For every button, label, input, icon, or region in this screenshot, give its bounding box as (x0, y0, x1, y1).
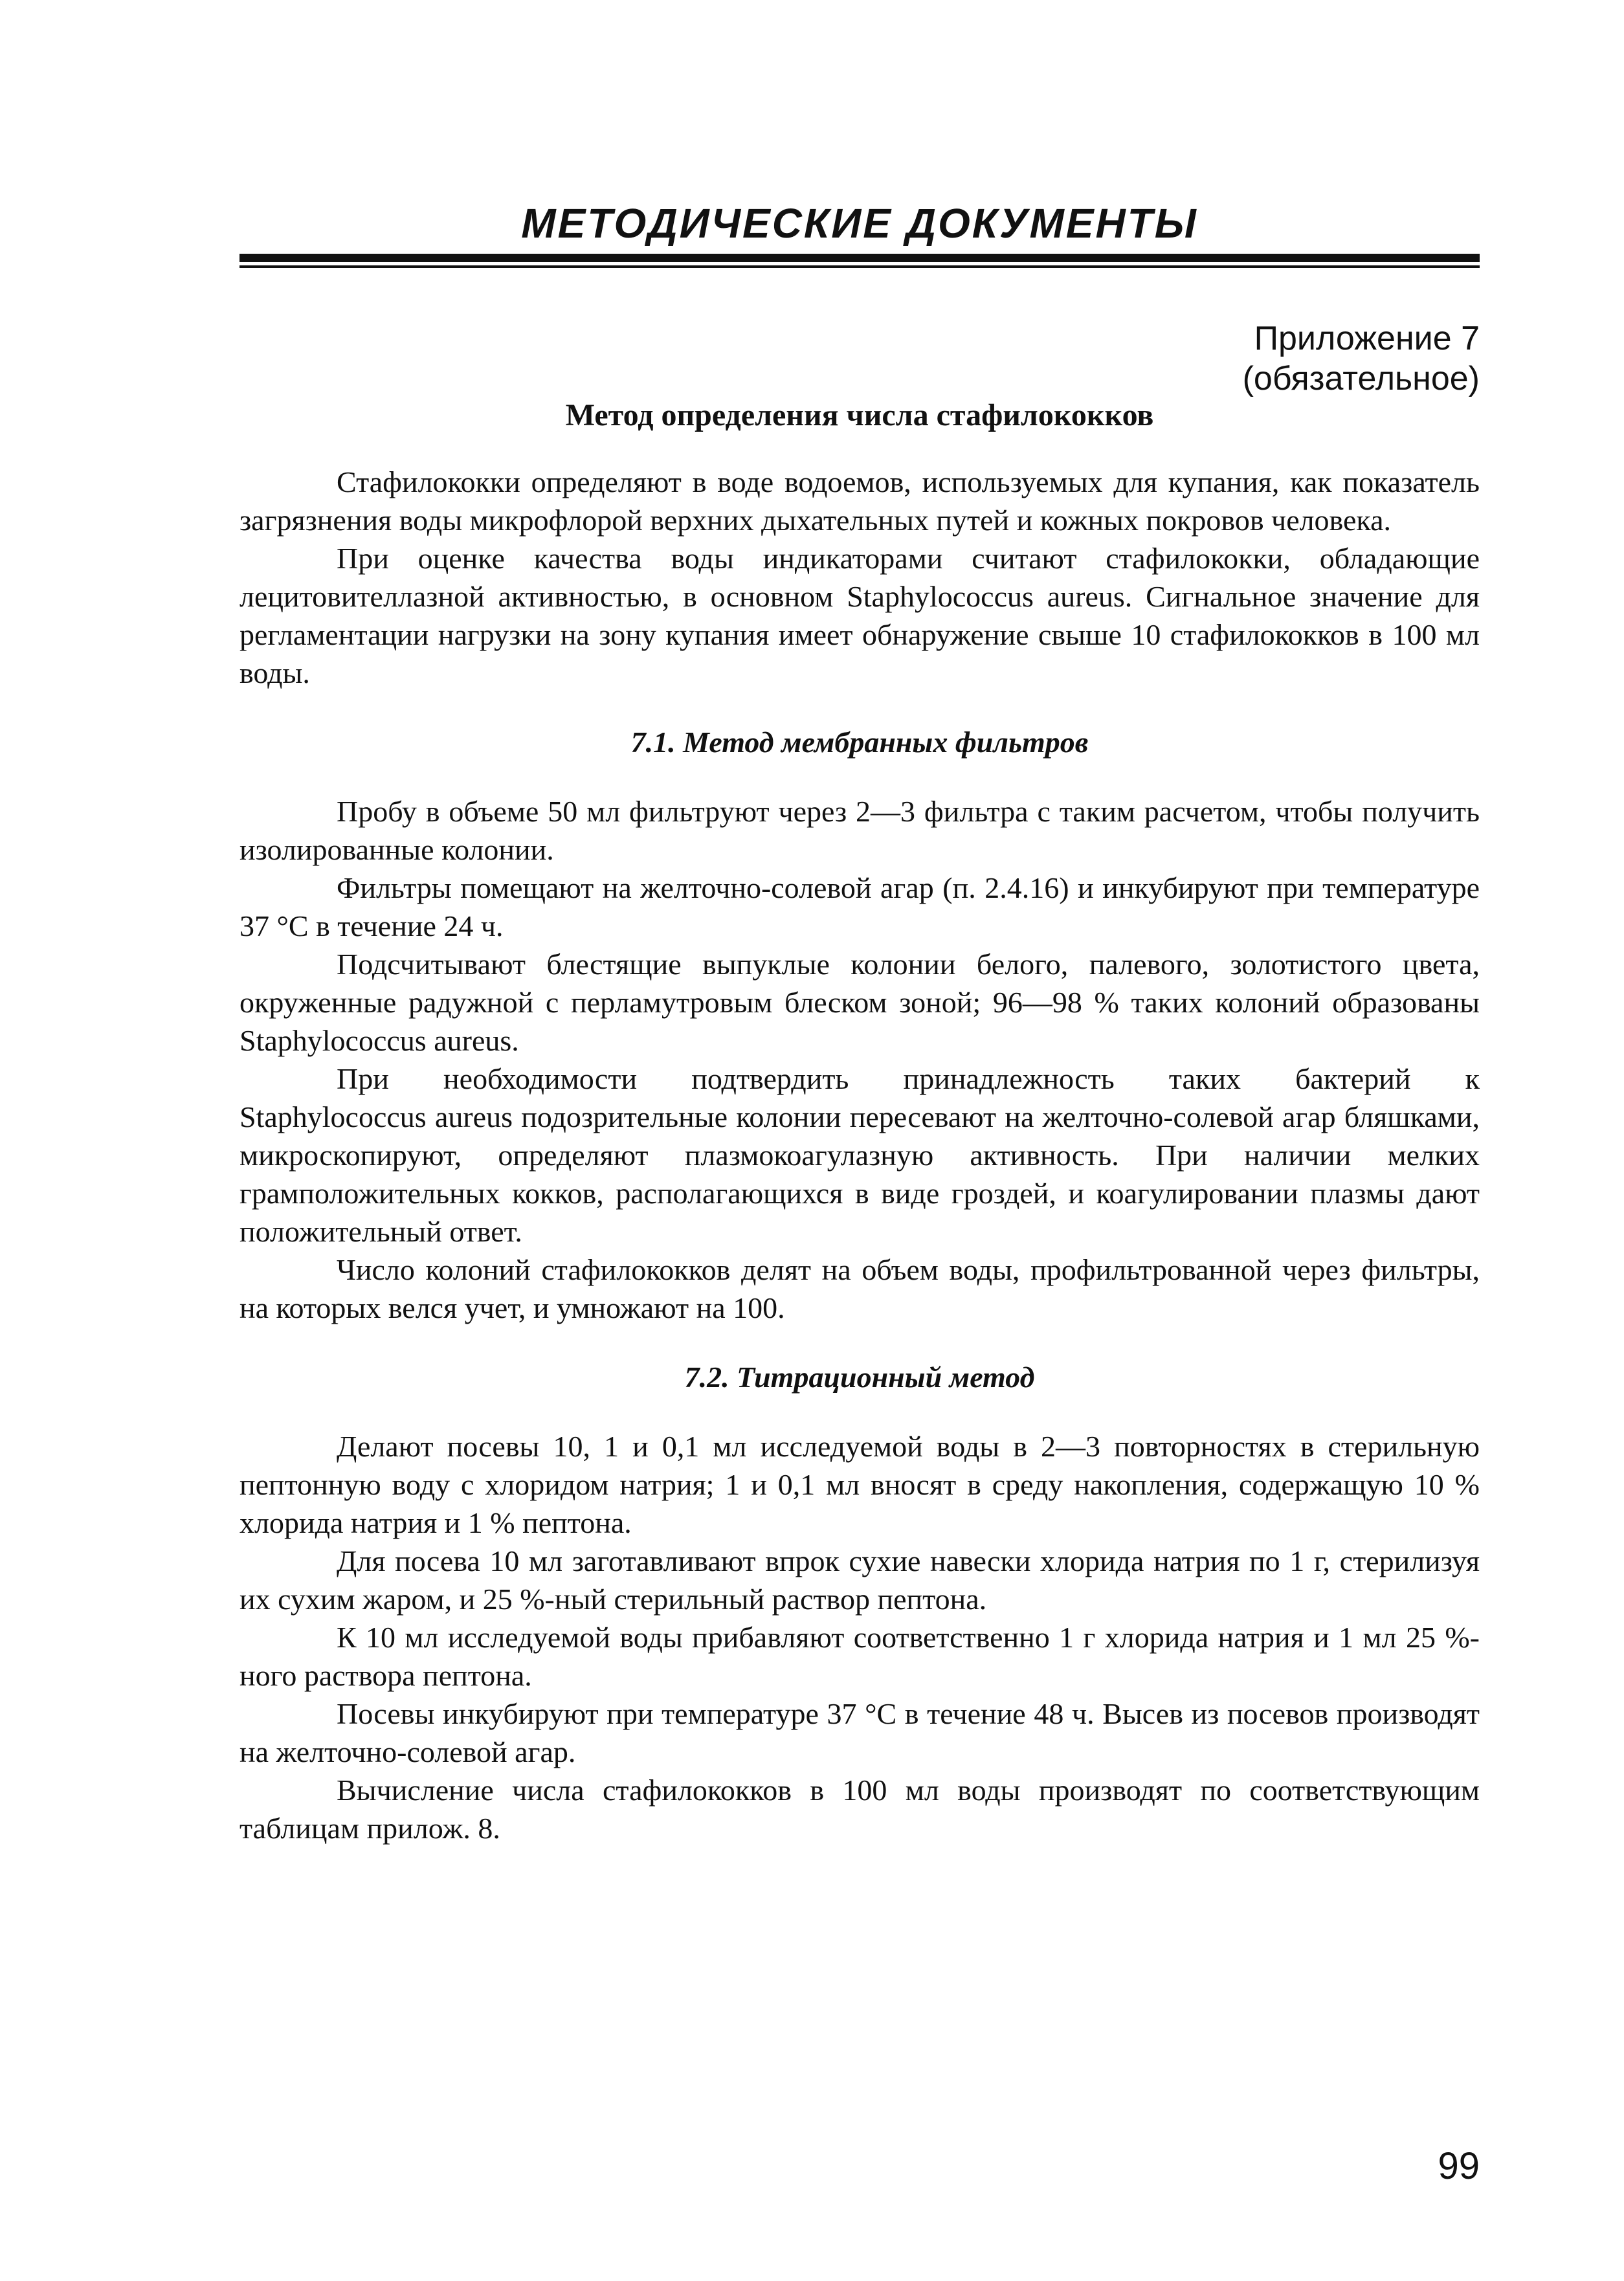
section-paragraph: При необходимости подтвердить принадлежность таких бактерий к (337, 1062, 1480, 1095)
section-heading-7-1: 7.1. Метод мембранных фильтров (630, 726, 1089, 759)
appendix-label (1243, 318, 1480, 399)
section-paragraph: Пробу в объеме 50 мл фильтруют через 2—3 фильтра с таким расчетом, чтобы получить изолированные колонии. (239, 795, 1480, 866)
section-paragraph: Делают посевы 10, 1 и 0,1 мл исследуемой воды в 2—3 повторностях в стерильную пептонную воду с хлоридом натрия; 1 и 0,1 мл вносят в среду накопления, содержащую 10 % хлорида натрия и 1 % пептона. (239, 1430, 1480, 1539)
appendix-status: (обязательное) (1242, 360, 1480, 397)
intro-paragraph: При оценке качества воды индикаторами считают стафилококки, обладающие лецитовителлазной активностью, в основном Staphylococcus aureus. Сигнальное значение для регламентации нагрузки на зону купания имеет обнаружение свыше 10 стафилококков в 100 мл воды. (239, 542, 1480, 689)
section-paragraph: Посевы инкубируют при температуре 37 °С в течение 48 ч. Высев из посевов производят на желточно-солевой агар. (239, 1697, 1480, 1768)
section-paragraph: Вычисление числа стафилококков в 100 мл воды производят по соответствующим таблицам прилож. 8. (239, 1774, 1480, 1845)
intro-paragraph: Стафилококки определяют в воде водоемов, используемых для купания, как показатель загрязнения воды микрофлорой верхних дыхательных путей и кожных покровов человека. (239, 465, 1480, 537)
appendix-number: Приложение 7 (1254, 320, 1480, 357)
section-paragraph: Число колоний стафилококков делят на объем воды, профильтрованной через фильтры, на которых велся учет, и умножают на 100. (239, 1253, 1480, 1324)
section-paragraph: К 10 мл исследуемой воды прибавляют соответственно 1 г хлорида натрия и 1 мл 25 %-ного раствора пептона. (239, 1621, 1480, 1692)
page-number: 99 (1438, 2145, 1480, 2187)
header-rule-thin (239, 265, 1480, 268)
section-paragraph: Для посева 10 мл заготавливают впрок сухие навески хлорида натрия по 1 г, стерилизуя их сухим жаром, и 25 %-ный стерильный раствор пептона. (239, 1544, 1480, 1616)
section-paragraph-continued: Staphylococcus aureus подозрительные колонии пересевают на желточно-солевой агар бляшками, микроскопируют, определяют плазмокоагулазную активность. При наличии мелких грамположительных кокков, располагающихся в виде гроздей, и коагулировании плазмы дают положительный ответ. (239, 1100, 1480, 1248)
body-text (239, 463, 1480, 1847)
header-rule-thick (239, 254, 1480, 262)
running-header: МЕТОДИЧЕСКИЕ ДОКУМЕНТЫ (521, 200, 1198, 247)
section-heading-7-2: 7.2. Титрационный метод (684, 1361, 1035, 1394)
section-paragraph: Подсчитывают блестящие выпуклые колонии белого, палевого, золотистого цвета, окруженные радужной с перламутровым блеском зоной; 96—98 % таких колоний образованы Staphylococcus aureus. (239, 948, 1480, 1057)
document-title: Метод определения числа стафилококков (565, 398, 1154, 432)
section-paragraph: Фильтры помещают на желточно-солевой агар (п. 2.4.16) и инкубируют при температуре 37 °С в течение 24 ч. (239, 871, 1480, 942)
